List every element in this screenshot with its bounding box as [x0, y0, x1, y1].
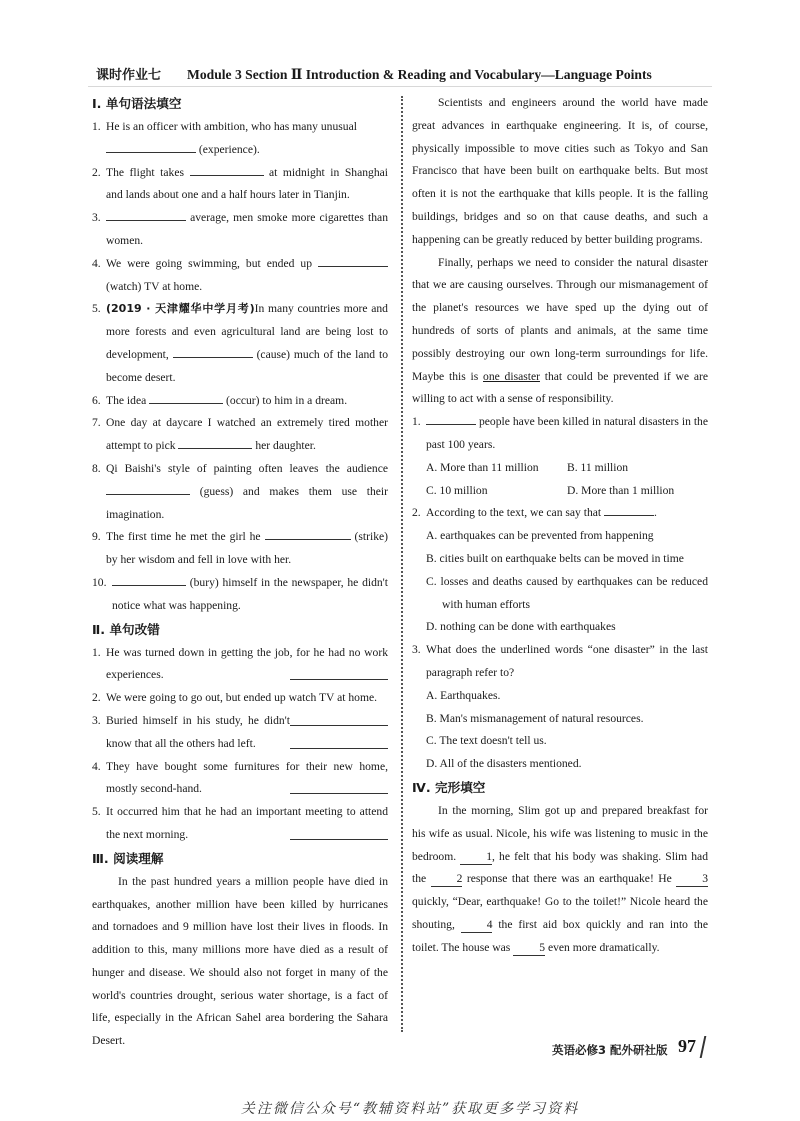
cloze-blank-2[interactable]: 2 [431, 871, 463, 887]
question-3: 3. What does the underlined words “one disaster” in the last paragraph refer to? [412, 643, 708, 679]
reading-paragraph-1: In the past hundred years a million people have died in earthquakes, another million have been killed by hurricanes and tornadoes and 9 million have lost their lives in floods. In addition to this, many millions more have died as a result of hunger and disease. We should also not forget in many of the world's countries drought, serious water shortage, is a fact of life, especially in the African Sahel area bordering the Sahara Desert. [92, 874, 388, 1048]
option-c[interactable]: C. losses and deaths caused by earthquakes can be reduced with human efforts [426, 574, 708, 611]
question-1-options-ab [412, 457, 708, 480]
answer-blank[interactable] [112, 572, 186, 586]
correction-item-1: 1. He was turned down in getting the job, for he had no work experiences. [92, 645, 388, 682]
watermark-text: 关注微信公众号“教辅资料站”获取更多学习资料 [240, 1101, 580, 1117]
grammar-item-3: 3. average, men smoke more cigarettes than women. [92, 207, 388, 253]
option-b[interactable]: B. 11 million [567, 460, 629, 474]
section1-title: Ⅰ. 单句语法填空 [92, 96, 182, 111]
underlined-phrase: one disaster [483, 369, 540, 383]
answer-blank[interactable] [106, 481, 190, 495]
lesson-title: Module 3 Section Ⅱ Introduction & Reading and Vocabulary—Language Points [187, 67, 652, 82]
homework-label: 课时作业七 [96, 68, 162, 83]
reading-paragraph-3: Finally, perhaps we need to consider the natural disaster that we are causing ourselves. Through our mismanagement of the planet's resources we have sped up the dying out of hundreds of sorts of plants and animals, at the same time possibly destroying our own long-term surroundings for life. Maybe this is one disaster that could be prevented if we are willing to act with a sense of responsibility. [412, 255, 708, 406]
option-d[interactable]: D. More than 1 million [567, 483, 675, 497]
answer-line[interactable] [290, 666, 388, 680]
answer-blank[interactable] [178, 435, 252, 449]
grammar-item-1: 1. He is an officer with ambition, who has many unusual (experience). [92, 120, 357, 156]
answer-blank[interactable] [149, 390, 223, 404]
section4-title: Ⅳ. 完形填空 [412, 779, 486, 795]
option-a[interactable]: A. Earthquakes. [426, 688, 501, 702]
page-slash [700, 1036, 707, 1058]
option-c[interactable]: C. 10 million [426, 483, 488, 497]
correction-item-3: 3. Buried himself in his study, he didn't know that all the others had left. [92, 710, 388, 756]
option-a[interactable]: A. earthquakes can be prevented from happening [426, 529, 654, 543]
section2-title: Ⅱ. 单句改错 [92, 621, 160, 637]
section3-title: Ⅲ. 阅读理解 [92, 850, 164, 866]
correction-item-5: 5. It occurred him that he had an important meeting to attend the next morning. [92, 805, 388, 841]
left-column [92, 92, 388, 1053]
grammar-item-9: 9. The first time he met the girl he (strike) by her wisdom and fell in love with her. [92, 526, 388, 572]
grammar-item-6: 6. The idea (occur) to him in a dream. [92, 390, 388, 413]
grammar-item-4: 4. We were going swimming, but ended up (watch) TV at home. [92, 253, 388, 299]
correction-item-4: 4. They have bought some furnitures for their new home, mostly second-hand. [92, 759, 388, 796]
textbook-badge: 英语必修3 配外研社版 [552, 1043, 668, 1057]
answer-blank[interactable] [190, 162, 264, 176]
option-d[interactable]: D. nothing can be done with earthquakes [426, 620, 616, 634]
answer-blank[interactable] [106, 139, 196, 153]
correction-item-2: 2. We were going to go out, but ended up watch TV at home. [92, 687, 388, 710]
header-divider [88, 86, 712, 87]
answer-line[interactable] [290, 735, 388, 749]
cloze-blank-4[interactable]: 4 [461, 917, 493, 933]
answer-blank[interactable] [173, 344, 253, 358]
answer-blank[interactable] [318, 253, 388, 267]
answer-blank[interactable] [604, 502, 654, 516]
cloze-blank-5[interactable]: 5 [513, 940, 545, 956]
grammar-item-2: 2. The flight takes at midnight in Shanghai and lands about one and a half hours later in Tianjin. [92, 162, 388, 208]
page-number: 97 [678, 1036, 696, 1056]
cloze-blank-1[interactable]: 1 [460, 849, 492, 865]
page-header [96, 64, 716, 83]
answer-line[interactable] [290, 826, 388, 840]
cloze-blank-3[interactable]: 3 [676, 871, 708, 887]
source-note: (2019 · 天津耀华中学月考) [106, 302, 255, 316]
option-a[interactable]: A. More than 11 million [426, 460, 539, 474]
answer-blank[interactable] [265, 526, 351, 540]
option-c[interactable]: C. The text doesn't tell us. [426, 734, 547, 748]
right-column [412, 92, 708, 959]
question-1: 1. people have been killed in natural disasters in the past 100 years. [412, 411, 708, 457]
question-1-options-cd [412, 480, 708, 503]
cloze-passage: In the morning, Slim got up and prepared breakfast for his wife as usual. Nicole, his wife was listening to music in the bedroom. 1, he felt that his body was shaking. Slim had the 2 response that there was an earthquake! He 3 quickly, “Dear, earthquake! Go to the toilet!” Nicole heard the shouting, 4 the first aid box quickly and ran into the toilet. The house was 5 even more dramatically. [412, 803, 708, 954]
answer-blank[interactable] [106, 207, 186, 221]
grammar-item-8: 8. Qi Baishi's style of painting often leaves the audience (guess) and makes them use their imagination. [92, 461, 388, 521]
answer-blank[interactable] [426, 411, 476, 425]
question-2: 2. According to the text, we can say that . [412, 502, 708, 525]
grammar-item-10: 10. (bury) himself in the newspaper, he didn't notice what was happening. [92, 572, 388, 618]
column-divider [401, 96, 403, 1032]
option-b[interactable]: B. cities built on earthquake belts can be moved in time [426, 551, 684, 565]
reading-paragraph-2: Scientists and engineers around the world have made great advances in earthquake engineering. It is, of course, physically impossible to move cities such as Tokyo and San Francisco that have been built on earthquake belts. But most often it is not the earthquake that kills people. It is the falling buildings, bridges and so on that cause deaths, and such a happening can be greatly reduced by better building programs. [412, 96, 708, 246]
option-b[interactable]: B. Man's mismanagement of natural resources. [426, 711, 644, 725]
grammar-item-5: 5. (2019 · 天津耀华中学月考)In many countries more and more forests and even agricultural land are being lost to development, (cause) much of the land to become desert. [92, 302, 388, 384]
option-d[interactable]: D. All of the disasters mentioned. [426, 757, 582, 771]
grammar-item-7: 7. One day at daycare I watched an extremely tired mother attempt to pick her daughter. [92, 416, 388, 453]
answer-line[interactable] [290, 780, 388, 794]
